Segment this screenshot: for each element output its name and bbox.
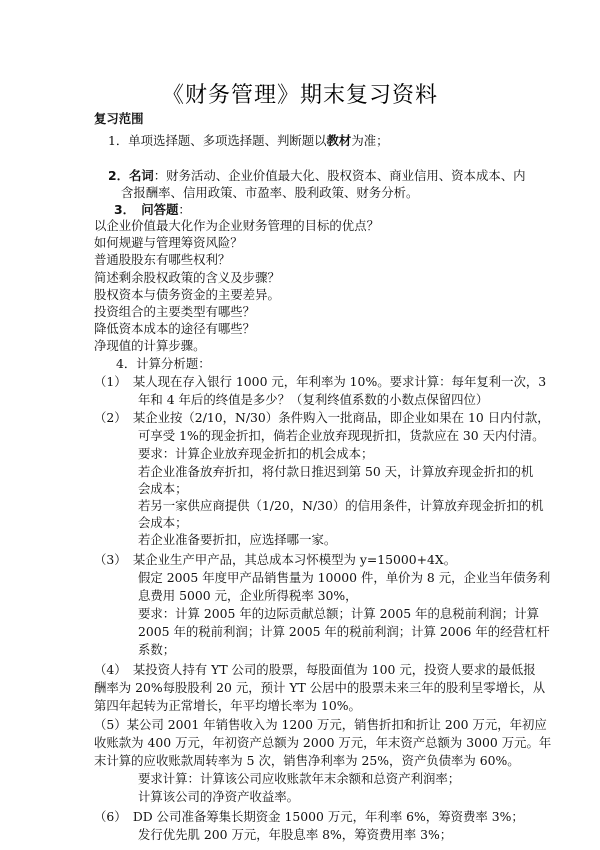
problem-5-line: （5）某公司 2001 年销售收入为 1200 万元，销售折扣和折让 200 万元，年初应	[94, 717, 547, 732]
item-1-suffix: 为准；	[351, 133, 389, 148]
item-1-prefix: 1．单项选择题、多项选择题、判断题以	[108, 133, 327, 148]
section-heading: 复习范围	[94, 111, 144, 126]
problem-3-line: 系数；	[138, 642, 176, 657]
problem-2-line: （2） 某企业按（2/10，N/30）条件购入一批商品，即企业如果在 10 日内付款，	[94, 410, 550, 425]
problem-2-line: 会成本；	[138, 481, 188, 496]
problem-1-line: 年和 4 年后的终值是多少？（复利终值系数的小数点保留四位）	[138, 392, 489, 407]
problem-1-line: （1） 某人现在存入银行 1000 元，年利率为 10%。要求计算：每年复利一次，3	[94, 374, 547, 389]
question-item: 普通股股东有哪些权利？	[94, 252, 231, 267]
problem-4-line: （4） 某投资人持有 YT 公司的股票，每股面值为 100 元，投资人要求的最低报	[94, 662, 536, 677]
question-item: 如何规避与管理筹资风险？	[94, 235, 243, 250]
item-1-bold: 教材	[326, 133, 352, 148]
problem-2-line: 可享受 1%的现金折扣，倘若企业放弃现现折扣，货款应在 30 天内付清。	[138, 428, 545, 443]
item-2-line-2: 含报酬率、信用政策、市盈率、股利政策、财务分析。	[121, 185, 419, 200]
problem-3-line: 假定 2005 年度甲产品销售量为 10000 件，单价为 8 元，企业当年债务利	[138, 570, 551, 585]
item-2-line-1	[108, 167, 526, 185]
problem-2-line: 若另一家供应商提供（1/20，N/30）的信用条件，计算放弃现金折扣的机	[138, 498, 544, 513]
problem-5-line: 末计算的应收账款周转率为 5 次，销售净利率为 25%，资产负债率为 60%。	[94, 753, 520, 768]
question-item: 投资组合的主要类型有哪些？	[94, 304, 256, 319]
question-item: 净现值的计算步骤。	[94, 338, 206, 353]
problem-3-line: 息费用 5000 元，企业所得税率 30%，	[138, 588, 358, 603]
page-title: 《财务管理》期末复习资料	[161, 83, 438, 108]
problem-2-line: 要求：计算企业放弃现金折扣的机会成本；	[138, 446, 374, 461]
problem-5-line: 收账款为 400 万元，年初资产总额为 2000 万元，年末资产总额为 3000 万元。年	[94, 735, 552, 750]
problem-3-line: 2005 年的税前利润；计算 2005 年的税前利润；计算 2006 年的经营杠杆	[138, 624, 550, 639]
question-item: 股权资本与债务资金的主要差异。	[94, 287, 280, 302]
problem-2-line: 会成本；	[138, 515, 188, 530]
item-3-label: 3． 问答题	[114, 202, 179, 217]
problem-6-line: （6） DD 公司准备筹集长期资金 15000 万元，年利率 6%，筹资费率 3%；	[94, 809, 524, 824]
item-4-label: 4．计算分析题：	[116, 356, 211, 371]
item-2-text: ：财务活动、企业价值最大化、股权资本、商业信用、资本成本、内	[153, 168, 526, 183]
problem-4-line: 酬率为 20%每股股利 20 元，预计 YT 公居中的股票未来三年的股利呈零增长，从	[94, 680, 546, 695]
question-item: 以企业价值最大化作为企业财务管理的目标的优点？	[94, 218, 379, 233]
problem-2-line: 若企业准备要折扣，应选择哪一家。	[138, 532, 337, 547]
problem-5-line: 计算该公司的净资产收益率。	[138, 789, 300, 804]
item-3-colon: ：	[178, 202, 191, 217]
problem-3-line: 要求：计算 2005 年的边际贡献总额；计算 2005 年的息税前利润；计算	[138, 606, 539, 621]
question-item: 简述剩余股权政策的含义及步骤？	[94, 270, 280, 285]
problem-4-line: 第四年起转为正常增长，年平均增长率为 10%。	[94, 698, 361, 713]
item-1	[108, 132, 388, 150]
problem-6-line: 发行优先肌 200 万元，年股息率 8%，筹资费用率 3%；	[138, 827, 453, 842]
problem-5-line: 要求计算：计算该公司应收账款年末余额和总资产利润率；	[138, 771, 461, 786]
problem-2-line: 若企业准备放弃折扣，将付款日推迟到第 50 天，计算放弃现金折扣的机	[138, 464, 534, 479]
problem-3-line: （3） 某企业生产甲产品，其总成本习怀模型为 y=15000+4X。	[94, 552, 457, 567]
question-item: 降低资本成本的途径有哪些？	[94, 321, 256, 336]
item-2-label: 2．名词	[108, 168, 154, 183]
